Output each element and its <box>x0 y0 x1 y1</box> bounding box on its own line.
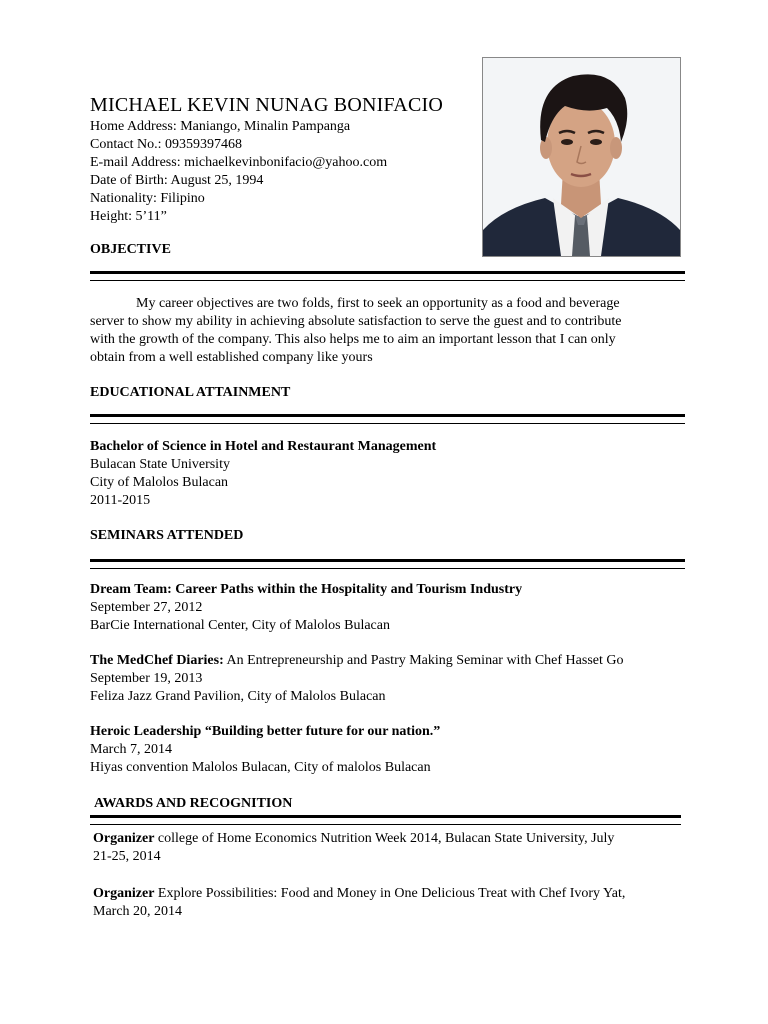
school-city: City of Malolos Bulacan <box>90 475 229 490</box>
seminar-venue: BarCie International Center, City of Malolos Bulacan <box>90 618 390 633</box>
seminar-date: September 27, 2012 <box>90 600 203 615</box>
profile-photo <box>482 57 681 257</box>
objective-text <box>90 295 621 367</box>
date-of-birth: Date of Birth: August 25, 1994 <box>90 173 264 188</box>
seminar-date: March 7, 2014 <box>90 742 173 757</box>
seminar-venue: Hiyas convention Malolos Bulacan, City of malolos Bulacan <box>90 760 431 775</box>
personal-info <box>90 118 387 226</box>
award-date: March 20, 2014 <box>93 904 183 919</box>
objective-divider <box>90 271 685 281</box>
objective-line: obtain from a well established company like yours <box>90 350 373 365</box>
seminar-venue: Feliza Jazz Grand Pavilion, City of Malolos Bulacan <box>90 689 386 704</box>
award-role: Organizer <box>93 831 155 846</box>
seminars-divider <box>90 559 685 569</box>
education-divider <box>90 414 685 424</box>
seminar-item <box>90 723 440 777</box>
objective-line: server to show my ability in achieving absolute satisfaction to serve the guest and to contribute <box>90 314 622 329</box>
seminar-item <box>90 652 623 706</box>
award-description: college of Home Economics Nutrition Week 2014, Bulacan State University, July <box>157 831 615 846</box>
applicant-name: MICHAEL KEVIN NUNAG BONIFACIO <box>90 94 443 116</box>
email-address: E-mail Address: michaelkevinbonifacio@yahoo.com <box>90 155 388 170</box>
seminar-item <box>90 581 522 635</box>
objective-line: My career objectives are two folds, first to seek an opportunity as a food and beverage <box>136 296 620 311</box>
seminar-title: Heroic Leadership “Building better future for our nation.” <box>90 724 441 739</box>
portrait-image <box>483 58 680 256</box>
awards-heading: AWARDS AND RECOGNITION <box>94 796 293 811</box>
award-item <box>93 830 614 866</box>
award-item <box>93 885 625 921</box>
seminars-heading: SEMINARS ATTENDED <box>90 528 244 543</box>
seminar-subtitle: An Entrepreneurship and Pastry Making Seminar with Chef Hasset Go <box>226 653 624 668</box>
school-name: Bulacan State University <box>90 457 230 472</box>
award-date: 21-25, 2014 <box>93 849 161 864</box>
award-description: Explore Possibilities: Food and Money in One Delicious Treat with Chef Ivory Yat, <box>157 886 626 901</box>
education-heading: EDUCATIONAL ATTAINMENT <box>90 385 291 400</box>
objective-line: with the growth of the company. This also helps me to aim an important lesson that I can only <box>90 332 616 347</box>
seminar-title: The MedChef Diaries: <box>90 653 224 668</box>
awards-divider <box>90 815 681 825</box>
school-years: 2011-2015 <box>90 493 151 508</box>
contact-number: Contact No.: 09359397468 <box>90 137 243 152</box>
nationality: Nationality: Filipino <box>90 191 205 206</box>
height: Height: 5’11” <box>90 209 167 224</box>
education-entry <box>90 438 436 510</box>
objective-heading: OBJECTIVE <box>90 242 171 257</box>
home-address: Home Address: Maniango, Minalin Pampanga <box>90 119 351 134</box>
award-role: Organizer <box>93 886 155 901</box>
degree-title: Bachelor of Science in Hotel and Restaurant Management <box>90 439 437 454</box>
seminar-date: September 19, 2013 <box>90 671 203 686</box>
seminar-title: Dream Team: Career Paths within the Hospitality and Tourism Industry <box>90 582 523 597</box>
